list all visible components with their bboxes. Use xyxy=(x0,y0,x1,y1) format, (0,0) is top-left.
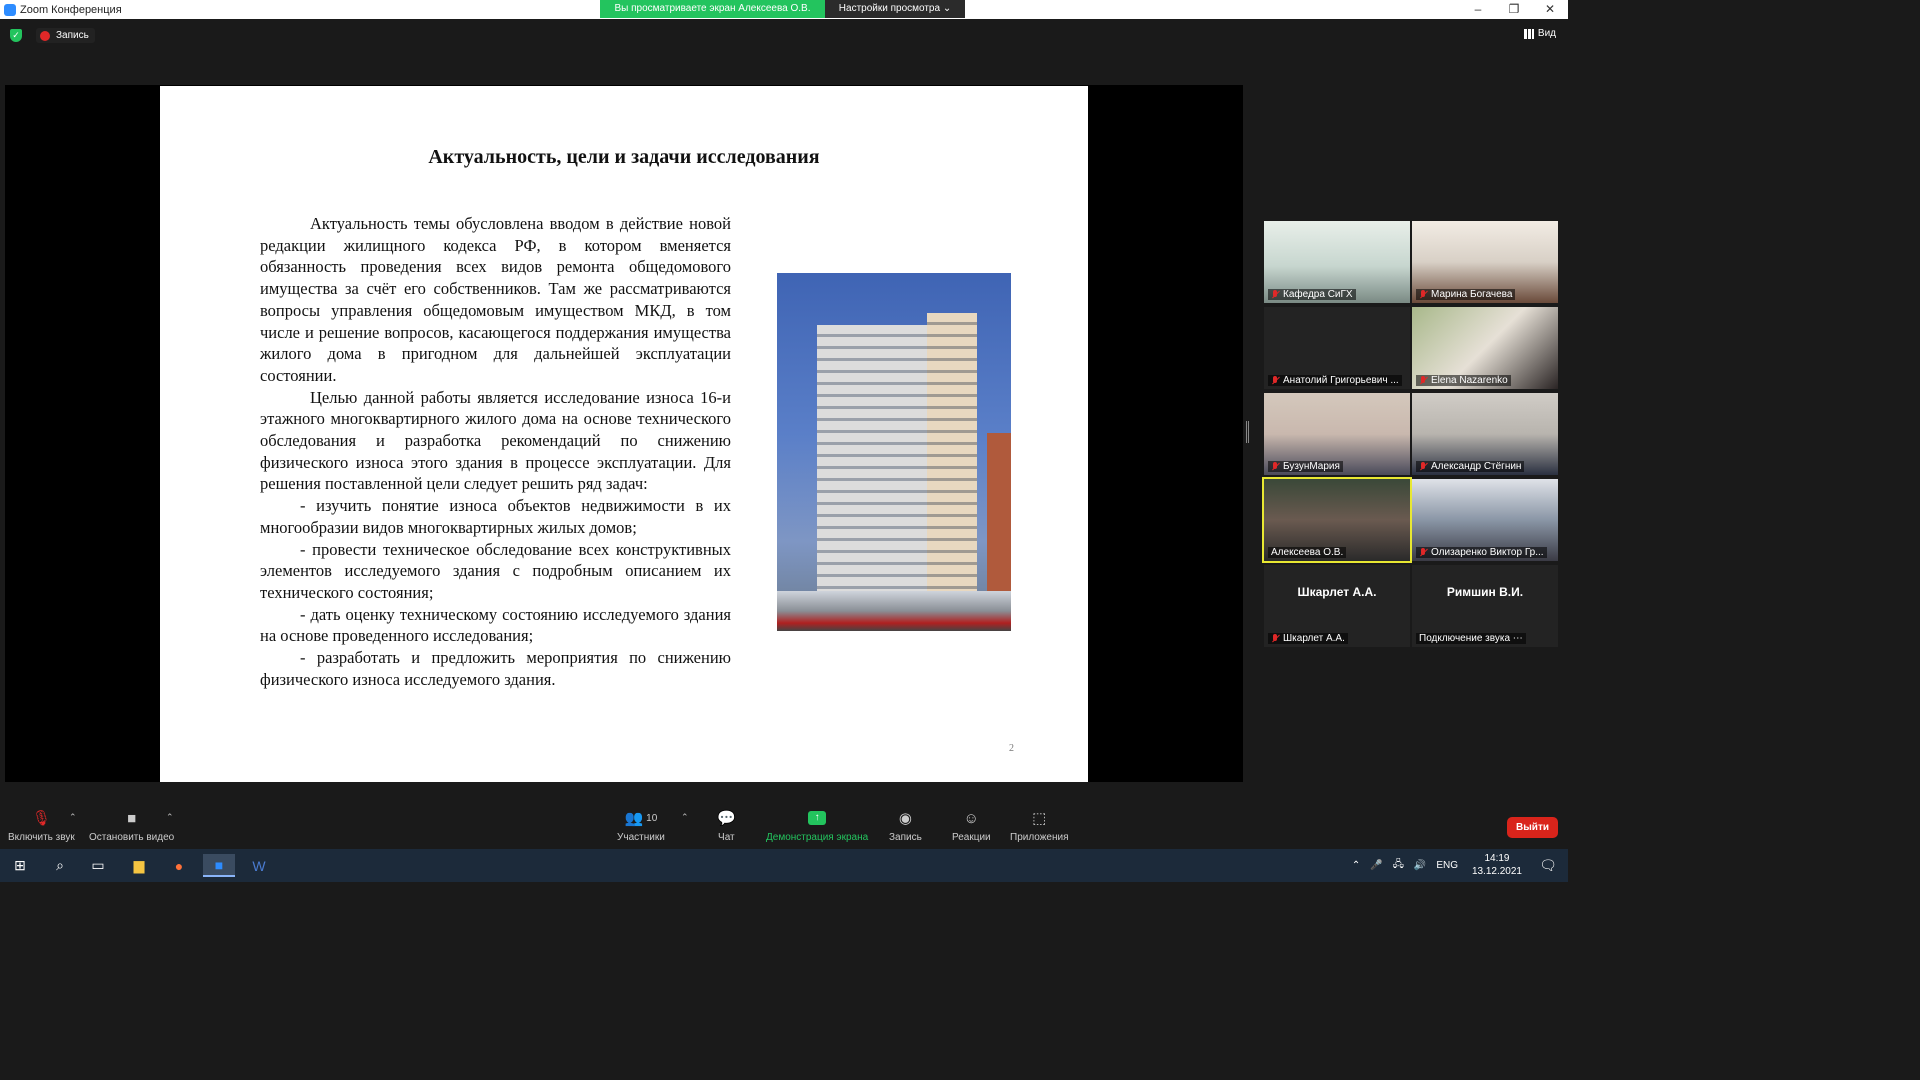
slide-page-number: 2 xyxy=(1009,743,1014,754)
meeting-topbar xyxy=(0,19,1568,85)
notifications-icon[interactable]: 🗨 xyxy=(1539,857,1557,873)
participant-tile[interactable] xyxy=(1412,221,1558,303)
participant-tile[interactable] xyxy=(1264,565,1410,647)
share-screen-icon: ↑ xyxy=(808,808,826,828)
slide-body xyxy=(260,213,731,690)
tower-wing-shape xyxy=(927,313,977,603)
windows-start-icon[interactable]: ⊞ xyxy=(14,857,26,873)
clock-time: 14:19 xyxy=(1484,853,1510,864)
participant-tile[interactable] xyxy=(1412,565,1558,647)
audio-options-chevron-icon[interactable]: ⌃ xyxy=(69,812,77,822)
reactions-button[interactable] xyxy=(952,808,991,843)
gallery-resize-handle[interactable] xyxy=(1246,421,1249,443)
close-button[interactable]: ✕ xyxy=(1544,2,1556,16)
grid-icon xyxy=(1524,29,1534,39)
participant-tile[interactable] xyxy=(1412,479,1558,561)
stop-video-button[interactable] xyxy=(89,808,174,843)
mic-muted-icon xyxy=(1419,376,1427,385)
task-view-icon[interactable]: ▭ xyxy=(91,857,105,873)
participant-tile[interactable] xyxy=(1264,221,1410,303)
participants-label: Участники xyxy=(617,832,665,843)
participant-name-tag: Подключение звука ⋯ xyxy=(1416,633,1526,644)
leave-button[interactable]: Выйти xyxy=(1507,817,1558,838)
participant-name-tag: БузунМария xyxy=(1268,461,1343,472)
mic-muted-icon: 🎙 xyxy=(31,810,51,827)
recording-indicator[interactable] xyxy=(36,28,95,43)
view-button[interactable] xyxy=(1524,28,1556,39)
minimize-button[interactable]: – xyxy=(1474,2,1482,16)
participant-name-tag: Шкарлет А.А. xyxy=(1268,633,1348,644)
participant-name-tag: Марина Богачева xyxy=(1416,289,1515,300)
participant-tile[interactable] xyxy=(1412,307,1558,389)
participant-name-tag: Олизаренко Виктор Гр... xyxy=(1416,547,1547,558)
participant-name-tag: Анатолий Григорьевич ... xyxy=(1268,375,1402,386)
search-icon[interactable]: ⌕ xyxy=(56,857,64,873)
share-banner xyxy=(600,0,965,18)
slide-paragraph: Целью данной работы является исследование износа 16-и этажного многоквартирного жилого дома на основе технического обследования и разработка рекомендаций по снижению физического износа этого здания в процессе эксплуатации. Для решения поставленной цели следует решить ряд задач: xyxy=(260,387,731,494)
zoom-app-icon xyxy=(4,4,16,16)
share-screen-button[interactable] xyxy=(766,808,868,843)
file-explorer-icon[interactable]: ▆ xyxy=(133,857,145,873)
participant-tile[interactable] xyxy=(1264,393,1410,475)
building-photo xyxy=(777,273,1011,631)
unmute-button[interactable] xyxy=(8,808,75,843)
view-options-button[interactable]: Настройки просмотра ⌄ xyxy=(825,0,965,18)
parked-cars-shape xyxy=(777,591,1011,631)
mic-muted-icon xyxy=(1419,290,1427,299)
participant-center-name: Шкарлет А.А. xyxy=(1297,585,1377,599)
windows-taskbar xyxy=(0,849,1568,882)
viewing-screen-label: Вы просматриваете экран Алексеева О.В. xyxy=(600,0,825,18)
clock-date: 13.12.2021 xyxy=(1471,866,1522,877)
mic-muted-icon xyxy=(1419,548,1427,557)
participant-name-tag: Александр Стёгнин xyxy=(1416,461,1524,472)
slide-list-item: - разработать и предложить мероприятия по снижению физического износа исследуемого здания. xyxy=(260,648,731,689)
maximize-button[interactable]: ❐ xyxy=(1508,2,1520,16)
record-label: Запись xyxy=(889,832,922,843)
slide-title: Актуальность, цели и задачи исследования xyxy=(428,146,820,168)
apps-icon: ⬚ xyxy=(1032,810,1047,827)
slide-list-item: - дать оценку техническому состоянию исследуемого здания на основе проведенного исследования; xyxy=(260,604,731,646)
participant-name-tag: Алексеева О.В. xyxy=(1268,547,1346,558)
participant-name-tag: Кафедра СиГХ xyxy=(1268,289,1356,300)
meeting-controls xyxy=(0,800,1568,849)
system-tray xyxy=(1352,849,1458,882)
camera-icon: ■ xyxy=(127,809,137,827)
mic-muted-icon xyxy=(1271,634,1279,643)
window-controls xyxy=(1460,0,1568,19)
slide-list-item: - провести техническое обследование всех конструктивных элементов исследуемого здания с подробным описанием их технического состояния; xyxy=(260,539,731,602)
microphone-tray-icon[interactable]: 🎤 xyxy=(1370,860,1383,871)
view-label: Вид xyxy=(1537,28,1556,39)
mic-muted-icon xyxy=(1271,462,1279,471)
participants-chevron-icon[interactable]: ⌃ xyxy=(681,812,689,822)
presentation-slide xyxy=(160,86,1088,782)
mic-muted-icon xyxy=(1419,462,1427,471)
slide-list-item: - изучить понятие износа объектов недвижимости в их многообразии видов многоквартирных жилых домов; xyxy=(260,496,731,537)
participant-tile[interactable] xyxy=(1412,393,1558,475)
firefox-icon[interactable]: ● xyxy=(174,857,184,874)
apps-label: Приложения xyxy=(1010,832,1069,843)
record-icon: ◉ xyxy=(898,810,912,827)
share-screen-label: Демонстрация экрана xyxy=(766,832,869,843)
record-button[interactable] xyxy=(889,808,922,843)
participants-count: 10 xyxy=(646,812,658,824)
participant-center-name: Римшин В.И. xyxy=(1446,585,1524,599)
network-icon[interactable]: 🖧 xyxy=(1392,859,1404,870)
shield-icon[interactable]: ✓ xyxy=(10,29,22,42)
record-dot-icon xyxy=(40,31,50,41)
chat-button[interactable] xyxy=(717,808,736,843)
participants-icon: 👥 10 xyxy=(624,810,658,827)
active-speaker-tile[interactable] xyxy=(1262,477,1412,563)
volume-icon[interactable]: 🔊 xyxy=(1413,860,1427,871)
unmute-label: Включить звук xyxy=(8,832,75,843)
slide-paragraph: Актуальность темы обусловлена вводом в действие новой редакции жилищного кодекса РФ, в котором вменяется обязанность проведения всех видов ремонта общедомового имущества за счёт его собственников. Там же рассматриваются вопросы управления общедомовым имуществом МКД, в том числе и решение вопросов, касающегося поддержания имущества жилого дома в пригодном для дальнейшей эксплуатации состоянии. xyxy=(260,214,731,385)
mic-muted-icon xyxy=(1271,376,1279,385)
chat-label: Чат xyxy=(718,832,735,843)
participants-button[interactable] xyxy=(617,808,665,843)
word-icon[interactable]: W xyxy=(252,857,266,874)
reactions-label: Реакции xyxy=(952,832,991,843)
stop-video-label: Остановить видео xyxy=(89,832,175,843)
tray-expand-chevron-icon[interactable]: ⌃ xyxy=(1351,860,1361,871)
participant-name-tag: Elena Nazarenko xyxy=(1416,375,1511,386)
apps-button[interactable] xyxy=(1010,808,1069,843)
mic-muted-icon xyxy=(1271,290,1279,299)
chat-icon: 💬 xyxy=(717,810,736,827)
window-title: Zoom Конференция xyxy=(20,3,122,16)
language-indicator[interactable]: ENG xyxy=(1436,860,1458,871)
zoom-taskbar-icon[interactable]: ■ xyxy=(203,854,235,877)
smiley-icon: ☺ xyxy=(963,809,979,827)
video-options-chevron-icon[interactable]: ⌃ xyxy=(166,812,174,822)
record-label: Запись xyxy=(56,30,89,41)
system-clock[interactable] xyxy=(1472,852,1522,878)
side-building-shape xyxy=(987,433,1011,603)
participant-tile[interactable] xyxy=(1264,307,1410,389)
